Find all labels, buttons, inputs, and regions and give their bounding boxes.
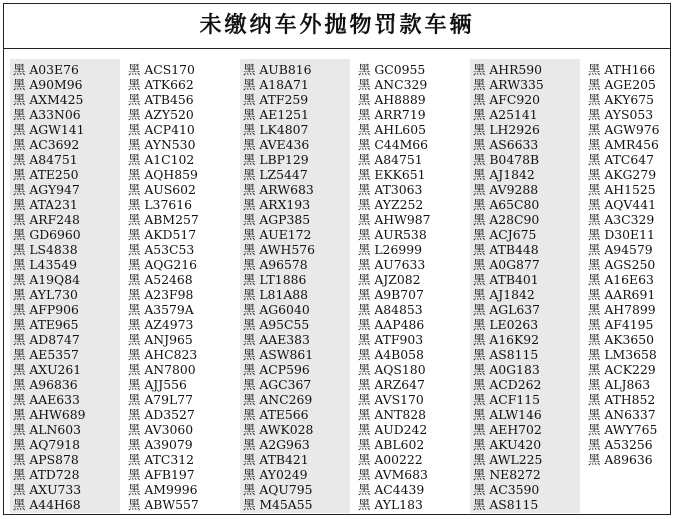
plate-entry: 黑 AC3692 bbox=[13, 137, 80, 152]
plate-entry: 黑 ATF259 bbox=[243, 92, 309, 107]
plate-entry: 黑 ARW683 bbox=[243, 182, 314, 197]
plate-entry: 黑 AGP385 bbox=[243, 212, 311, 227]
plate-entry: 黑 ALJ863 bbox=[588, 377, 651, 392]
plate-entry: 黑 ARF248 bbox=[13, 212, 80, 227]
plate-entry: 黑 AS8115 bbox=[473, 497, 539, 512]
plate-column-4 bbox=[355, 59, 465, 513]
plate-entry: 黑 AH8889 bbox=[358, 92, 426, 107]
plate-entry: 黑 AGC367 bbox=[243, 377, 312, 392]
plate-entry: 黑 A96836 bbox=[13, 377, 78, 392]
plate-entry: 黑 AK3650 bbox=[588, 332, 655, 347]
plate-entry: 黑 AM9996 bbox=[128, 482, 198, 497]
plate-entry: 黑 ATC312 bbox=[128, 452, 194, 467]
plate-entry: 黑 AJZ082 bbox=[358, 272, 421, 287]
plate-entry: 黑 AGW141 bbox=[13, 122, 85, 137]
plate-entry: 黑 ATC647 bbox=[588, 152, 654, 167]
plate-entry: 黑 AWK028 bbox=[243, 422, 314, 437]
plate-entry: 黑 ABM257 bbox=[128, 212, 199, 227]
plate-entry: 黑 A89636 bbox=[588, 452, 653, 467]
plate-entry: 黑 A25141 bbox=[473, 107, 538, 122]
plate-entry: 黑 A00222 bbox=[358, 452, 423, 467]
plate-entry: 黑 AZ4973 bbox=[128, 317, 194, 332]
plate-entry: 黑 AD8747 bbox=[13, 332, 80, 347]
plate-entry: 黑 ACS170 bbox=[128, 62, 195, 77]
plate-entry: 黑 AYL730 bbox=[13, 287, 78, 302]
plate-entry: 黑 L26999 bbox=[358, 242, 422, 257]
plate-entry: 黑 LK4807 bbox=[243, 122, 309, 137]
plate-entry: 黑 LS4838 bbox=[13, 242, 78, 257]
plate-entry: 黑 AMR456 bbox=[588, 137, 659, 152]
plate-entry: 黑 A9B707 bbox=[358, 287, 424, 302]
plate-entry: 黑 ANC269 bbox=[243, 392, 313, 407]
plate-entry: 黑 AEH702 bbox=[473, 422, 542, 437]
plate-entry: 黑 AAE633 bbox=[13, 392, 80, 407]
plate-entry: 黑 ACP410 bbox=[128, 122, 195, 137]
plate-entry: 黑 ATB401 bbox=[473, 272, 539, 287]
plate-entry: 黑 AXM425 bbox=[13, 92, 84, 107]
plate-entry: 黑 AE5357 bbox=[13, 347, 79, 362]
plate-entry: 黑 ACD262 bbox=[473, 377, 542, 392]
plate-column-1 bbox=[10, 59, 120, 513]
plate-entry: 黑 EKK651 bbox=[358, 167, 426, 182]
plate-entry: 黑 ATB448 bbox=[473, 242, 539, 257]
plate-entry: 黑 AUS602 bbox=[128, 182, 196, 197]
plate-entry: 黑 A28C90 bbox=[473, 212, 540, 227]
plate-entry: 黑 AN6337 bbox=[588, 407, 656, 422]
plate-column-6 bbox=[585, 59, 676, 513]
plate-entry: 黑 AE1251 bbox=[243, 107, 309, 122]
plate-entry: 黑 ATB421 bbox=[243, 452, 309, 467]
plate-entry: 黑 AGS250 bbox=[588, 257, 656, 272]
plate-entry: 黑 LZ5447 bbox=[243, 167, 308, 182]
plate-entry: 黑 LBP129 bbox=[243, 152, 309, 167]
plate-entry: 黑 A79L77 bbox=[128, 392, 194, 407]
plate-entry: 黑 AV9288 bbox=[473, 182, 539, 197]
plate-entry: 黑 LE0263 bbox=[473, 317, 539, 332]
plate-entry: 黑 AGW976 bbox=[588, 122, 660, 137]
plate-entry: 黑 ARW335 bbox=[473, 77, 544, 92]
plate-entry: 黑 A44H68 bbox=[13, 497, 81, 512]
plate-entry: 黑 AAP486 bbox=[358, 317, 425, 332]
plate-entry: 黑 AJ1842 bbox=[473, 167, 535, 182]
plate-entry: 黑 A52468 bbox=[128, 272, 193, 287]
plate-entry: 黑 AYS053 bbox=[588, 107, 654, 122]
plate-entry: 黑 AS8115 bbox=[473, 347, 539, 362]
plate-entry: 黑 AXU733 bbox=[13, 482, 82, 497]
plate-entry: 黑 AS6633 bbox=[473, 137, 539, 152]
plate-entry: 黑 AHW987 bbox=[358, 212, 431, 227]
plate-entry: 黑 ABL602 bbox=[358, 437, 425, 452]
plate-entry: 黑 AY0249 bbox=[243, 467, 308, 482]
plate-entry: 黑 A90M96 bbox=[13, 77, 83, 92]
plate-entry: 黑 ANC329 bbox=[358, 77, 428, 92]
plate-entry: 黑 AF4195 bbox=[588, 317, 654, 332]
plate-entry: 黑 A65C80 bbox=[473, 197, 540, 212]
notice-panel bbox=[3, 3, 671, 515]
plate-entry: 黑 ALW146 bbox=[473, 407, 542, 422]
plate-entry: 黑 AQH859 bbox=[128, 167, 198, 182]
plate-entry: 黑 ATD728 bbox=[13, 467, 80, 482]
plate-entry: 黑 AWY765 bbox=[588, 422, 658, 437]
plate-entry: 黑 ACK229 bbox=[588, 362, 656, 377]
plate-entry: 黑 AWL225 bbox=[473, 452, 543, 467]
plate-entry: 黑 AHC823 bbox=[128, 347, 198, 362]
plate-entry: 黑 ARR719 bbox=[358, 107, 426, 122]
plate-entry: 黑 ATE250 bbox=[13, 167, 79, 182]
plate-entry: 黑 AT3063 bbox=[358, 182, 423, 197]
plate-entry: 黑 APS878 bbox=[13, 452, 79, 467]
plate-entry: 黑 GD6960 bbox=[13, 227, 81, 242]
plate-entry: 黑 LT1886 bbox=[243, 272, 307, 287]
plate-entry: 黑 AUE172 bbox=[243, 227, 312, 242]
plate-entry: 黑 AUB816 bbox=[243, 62, 312, 77]
plate-entry: 黑 AU7633 bbox=[358, 257, 426, 272]
plate-entry: 黑 A94579 bbox=[588, 242, 653, 257]
plate-entry: 黑 AKY675 bbox=[588, 92, 655, 107]
plate-entry: 黑 GC0955 bbox=[358, 62, 426, 77]
plate-entry: 黑 AVE436 bbox=[243, 137, 310, 152]
plate-entry: 黑 AKD517 bbox=[128, 227, 197, 242]
plate-entry: 黑 ABW557 bbox=[128, 497, 199, 512]
plate-entry: 黑 AKG279 bbox=[588, 167, 657, 182]
plate-entry: 黑 A19Q84 bbox=[13, 272, 80, 287]
plate-entry: 黑 AH7899 bbox=[588, 302, 656, 317]
plate-entry: 黑 AV3060 bbox=[128, 422, 194, 437]
plate-entry: 黑 C44M66 bbox=[358, 137, 429, 152]
plate-entry: 黑 AUD242 bbox=[358, 422, 428, 437]
plate-entry: 黑 A84751 bbox=[358, 152, 423, 167]
plate-entry: 黑 A0G877 bbox=[473, 257, 540, 272]
plate-entry: 黑 A03E76 bbox=[13, 62, 79, 77]
plate-entry: 黑 ASW861 bbox=[243, 347, 314, 362]
plate-entry: 黑 AQ7918 bbox=[13, 437, 80, 452]
plate-entry: 黑 LM3658 bbox=[588, 347, 657, 362]
plate-entry: 黑 NE8272 bbox=[473, 467, 541, 482]
plate-entry: 黑 A84751 bbox=[13, 152, 78, 167]
plate-entry: 黑 ALN603 bbox=[13, 422, 81, 437]
plate-entry: 黑 AC3590 bbox=[473, 482, 540, 497]
plate-entry: 黑 AQV441 bbox=[588, 197, 657, 212]
plate-entry: 黑 AQG216 bbox=[128, 257, 197, 272]
plate-entry: 黑 A3579A bbox=[128, 302, 194, 317]
plate-entry: 黑 ATH166 bbox=[588, 62, 656, 77]
plate-entry: 黑 AC4439 bbox=[358, 482, 425, 497]
plate-entry: 黑 A53256 bbox=[588, 437, 653, 452]
plate-entry: 黑 AGY947 bbox=[13, 182, 80, 197]
plate-entry: 黑 AHR590 bbox=[473, 62, 543, 77]
plate-entry: 黑 AYL183 bbox=[358, 497, 423, 512]
plate-entry: 黑 AH1525 bbox=[588, 182, 656, 197]
plate-entry: 黑 AKU420 bbox=[473, 437, 542, 452]
plate-entry: 黑 A39079 bbox=[128, 437, 193, 452]
plate-entry: 黑 AFB197 bbox=[128, 467, 195, 482]
plate-entry: 黑 AAE383 bbox=[243, 332, 310, 347]
plate-entry: 黑 ATK662 bbox=[128, 77, 194, 92]
plate-entry: 黑 M45A55 bbox=[243, 497, 313, 512]
plate-entry: 黑 ARX193 bbox=[243, 197, 311, 212]
plate-entry: 黑 AZY520 bbox=[128, 107, 194, 122]
plate-entry: 黑 L81A88 bbox=[243, 287, 309, 302]
plate-entry: 黑 AYN530 bbox=[128, 137, 196, 152]
plate-entry: 黑 AWH576 bbox=[243, 242, 315, 257]
plate-entry: 黑 ATB456 bbox=[128, 92, 194, 107]
plate-entry: 黑 ATA231 bbox=[13, 197, 78, 212]
plate-entry: 黑 A53C53 bbox=[128, 242, 195, 257]
plate-entry: 黑 ACJ675 bbox=[473, 227, 537, 242]
plate-entry: 黑 ARZ647 bbox=[358, 377, 425, 392]
plate-entry: 黑 A0G183 bbox=[473, 362, 540, 377]
plate-entry: 黑 AVM683 bbox=[358, 467, 428, 482]
plate-entry: 黑 AHL605 bbox=[358, 122, 426, 137]
plate-entry: 黑 A2G963 bbox=[243, 437, 310, 452]
plate-entry: 黑 AQU795 bbox=[243, 482, 313, 497]
plate-entry: 黑 B0478B bbox=[473, 152, 540, 167]
plate-entry: 黑 A95C55 bbox=[243, 317, 310, 332]
plate-entry: 黑 AQS180 bbox=[358, 362, 426, 377]
plate-entry: 黑 A84853 bbox=[358, 302, 423, 317]
plate-entry: 黑 AVS170 bbox=[358, 392, 424, 407]
plate-entry: 黑 AN7800 bbox=[128, 362, 196, 377]
page-title: 未缴纳车外抛物罚款车辆 bbox=[199, 13, 475, 38]
plate-column-5 bbox=[470, 59, 580, 513]
plate-entry: 黑 ANJ965 bbox=[128, 332, 193, 347]
plate-entry: 黑 ATF903 bbox=[358, 332, 424, 347]
plate-entry: 黑 AJJ556 bbox=[128, 377, 187, 392]
plate-entry: 黑 AHW689 bbox=[13, 407, 86, 422]
plate-entry: 黑 AJ1842 bbox=[473, 287, 535, 302]
plate-entry: 黑 AGL637 bbox=[473, 302, 541, 317]
plate-entry: 黑 AXU261 bbox=[13, 362, 82, 377]
plate-entry: 黑 AGE205 bbox=[588, 77, 656, 92]
plate-entry: 黑 AFP906 bbox=[13, 302, 79, 317]
plate-entry: 黑 D30E11 bbox=[588, 227, 655, 242]
plate-entry: 黑 A4B058 bbox=[358, 347, 424, 362]
plate-entry: 黑 AFC920 bbox=[473, 92, 541, 107]
plate-entry: 黑 ANT828 bbox=[358, 407, 427, 422]
plate-entry: 黑 ATH852 bbox=[588, 392, 656, 407]
plate-entry: 黑 ACF115 bbox=[473, 392, 541, 407]
plate-entry: 黑 L43549 bbox=[13, 257, 77, 272]
plate-entry: 黑 ACP596 bbox=[243, 362, 310, 377]
plate-entry: 黑 A96578 bbox=[243, 257, 308, 272]
plate-entry: 黑 AAR691 bbox=[588, 287, 656, 302]
plate-entry: 黑 A1C102 bbox=[128, 152, 195, 167]
plate-entry: 黑 AD3527 bbox=[128, 407, 195, 422]
plate-entry: 黑 A33N06 bbox=[13, 107, 81, 122]
plate-entry: 黑 AUR538 bbox=[358, 227, 427, 242]
plate-entry: 黑 ATE965 bbox=[13, 317, 79, 332]
plate-entry: 黑 A3C329 bbox=[588, 212, 655, 227]
plate-entry: 黑 A23F98 bbox=[128, 287, 194, 302]
plate-entry: 黑 L37616 bbox=[128, 197, 192, 212]
title-divider bbox=[4, 48, 670, 49]
plate-entry: 黑 A16K92 bbox=[473, 332, 540, 347]
plate-entry: 黑 ATE566 bbox=[243, 407, 309, 422]
plate-entry: 黑 LH2926 bbox=[473, 122, 540, 137]
plate-list bbox=[6, 59, 670, 513]
plate-entry: 黑 A16E63 bbox=[588, 272, 654, 287]
plate-column-3 bbox=[240, 59, 350, 513]
plate-entry: 黑 AG6040 bbox=[243, 302, 310, 317]
plate-entry: 黑 A18A71 bbox=[243, 77, 309, 92]
plate-entry: 黑 AYZ252 bbox=[358, 197, 424, 212]
plate-column-2 bbox=[125, 59, 235, 513]
